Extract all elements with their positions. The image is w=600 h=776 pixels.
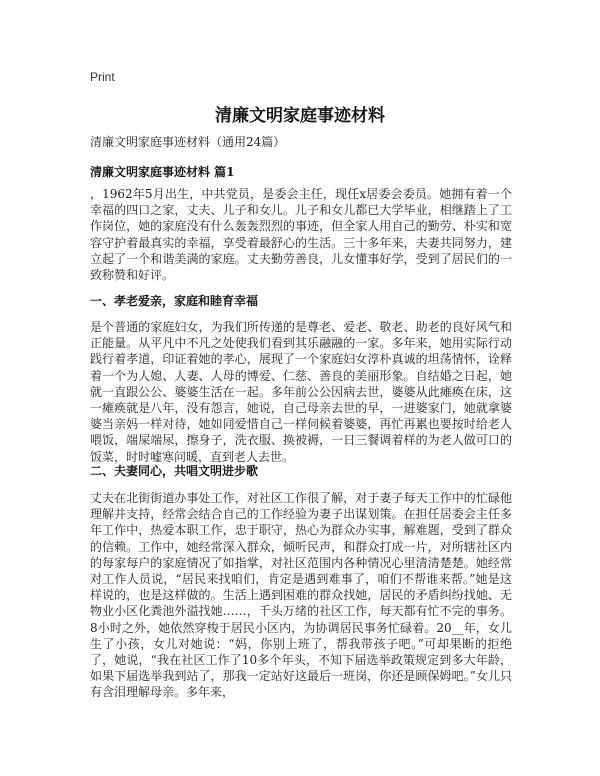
heading-filial-piety: 一、孝老爱亲，家庭和睦育幸福: [90, 294, 259, 308]
intro-paragraph: ，1962年5月出生，中共党员，是委会主任，现任x居委会委员。她拥有着一个幸福的四口之家，丈夫、儿子和女儿。儿子和女儿都已大学毕业，相继踏上了工作岗位，她的家庭没有什么轰轰烈烈的事迹，但全家人用自己的勤劳、朴实和宽容守护着最真实的幸福，享受着最舒心的生活。三十多年来，夫妻共同努力，建立起了一个和谐美满的家庭。丈夫勤劳善良，儿女懂事好学，受到了居民们的一致称赞和好评。: [90, 187, 512, 283]
paragraph-couple-unity: 丈夫在北街街道办事处工作，对社区工作很了解，对于妻子每天工作中的忙碌他理解并支持，经常会结合自己的工作经验为妻子出谋划策。在担任居委会主任多年工作中，热爱本职工作，忠于职守，热心为群众办实事，解难题，受到了群众的信赖。工作中，她经常深入群众，倾听民声，和群众打成一片，对所辖社区内的每家每户的家庭情况了如指掌，对社区范围内各种情况心里清清楚楚。她经常对工作人员说，“居民来找咱们，肯定是遇到难事了，咱们不帮谁来帮。”她是这样说的，也是这样做的。生活上遇到困难的群众找她，居民的矛盾纠纷找她、无物业小区化粪池外溢找她……，千头万绪的社区工作，每天都有忙不完的事务。8小时之外，她依然穿梭于居民小区内，为协调居民事务忙碌着。20__年，女儿生了小孩，女儿对她说：“妈，你别上班了，帮我带孩子吧。”可却果断的拒绝了，她说，“我在社区工作了10多个年头，不知下届选举政策规定到多大年龄，如果下届选举我到站了，那我一定站好这最后一班岗，你还是顾保姆吧。”女儿只有含泪理解母亲。多年来，: [90, 491, 512, 700]
heading-couple-unity: 二、夫妻同心，共唱文明进步歌: [90, 464, 259, 478]
paragraph-filial-piety: 是个普通的家庭妇女，为我们所传递的是尊老、爱老、敬老、助老的良好风气和正能量。从平凡中不凡之处使我们看到其乐融融的一家。多年来，她用实际行动践行着孝道，印证着她的孝心，展现了一个家庭妇女淳朴真诚的坦荡情怀，诠释着一个为人媳、人妻、人母的博爱、仁慈、善良的美丽形象。自结婚之日起，她就一直跟公公、婆婆生活在一起。多年前公公因病去世，婆婆从此瘫痪在床，这一瘫痪就是八年，没有怨言，她说，自己母亲去世的早，一进婆家门，她就拿婆婆当亲妈一样对待，她如同爱惜自己一样伺候着婆婆，再忙再累也要按时给老人喂饭，端屎端尿，擦身子，洗衣服、换被褥，一日三餐调着样的为老人做可口的饭菜，时时嘘寒问暖，直到老人去世。: [90, 320, 512, 464]
document-title: 清廉文明家庭事迹材料: [215, 106, 385, 126]
section-heading: 清廉文明家庭事迹材料 篇1: [90, 165, 235, 179]
print-label[interactable]: Print: [90, 70, 115, 84]
document-subtitle: 清廉文明家庭事迹材料（通用24篇）: [90, 135, 286, 149]
